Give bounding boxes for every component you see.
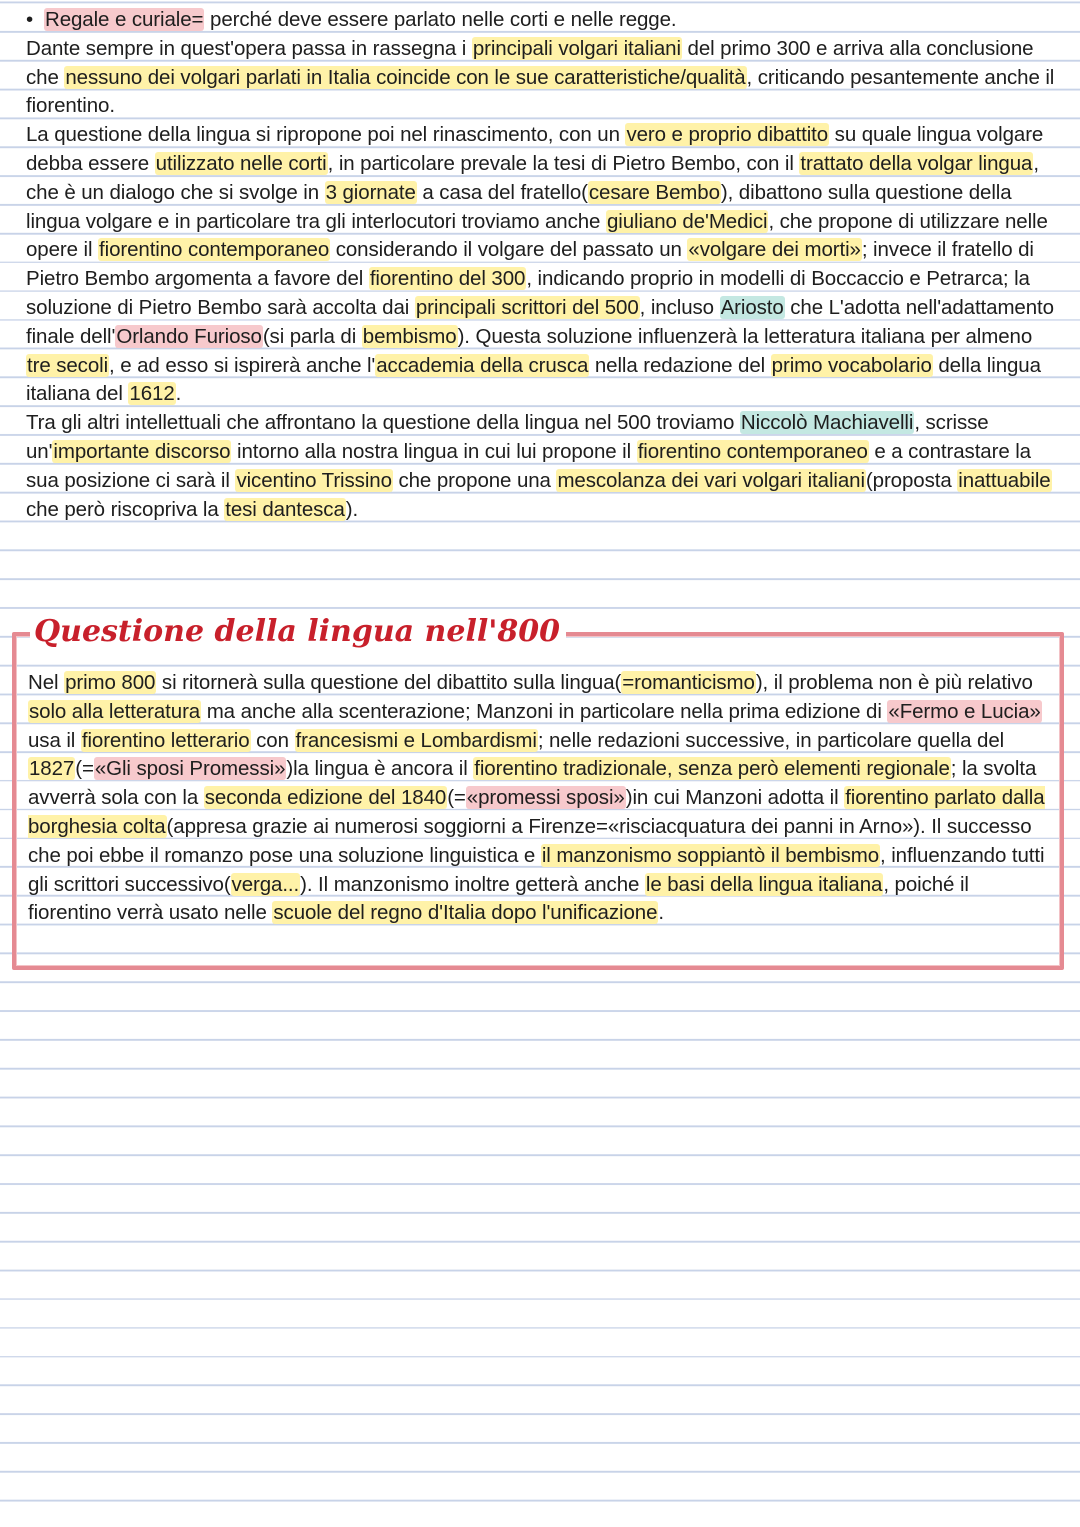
highlighted-text: seconda edizione del 1840 <box>204 786 447 810</box>
highlighted-text: importante discorso <box>53 439 231 463</box>
text-run: )la lingua è ancora il <box>286 757 474 781</box>
highlighted-text: fiorentino letterario <box>81 728 250 752</box>
text-run: che propone una <box>392 468 557 492</box>
highlighted-text: primo vocabolario <box>771 353 932 377</box>
text-run: , incluso <box>639 295 720 319</box>
highlighted-text: 1827 <box>29 757 75 781</box>
highlighted-text: vero e proprio dibattito <box>626 123 829 147</box>
text-run: su quale lingua volgare debba essere <box>26 123 1044 175</box>
highlighted-text: 1612 <box>129 382 175 406</box>
text-run: (si parla di <box>262 324 362 348</box>
highlighted-text: vicentino Trissino <box>236 468 392 492</box>
highlighted-text: mescolanza dei vari volgari italiani <box>557 468 865 492</box>
text-run: , criticando pesantemente anche il fiorentino. <box>26 65 1055 118</box>
highlighted-text: verga... <box>231 872 300 896</box>
paragraph-800 <box>28 669 1050 928</box>
text-run: a casa del fratello( <box>416 180 588 204</box>
bullet-point: • <box>26 8 34 31</box>
text-run: ; la svolta avverrà sola con la <box>28 757 1037 810</box>
text-run: , influenzando tutti gli scrittori successivo( <box>28 843 1045 896</box>
text-run: ), il problema non è più relativo <box>755 671 1033 694</box>
highlighted-text: Regale e curiale= <box>45 8 204 31</box>
highlighted-text: bembismo <box>362 324 457 348</box>
highlighted-text: principali volgari italiani <box>472 36 681 60</box>
highlighted-text: solo alla letteratura <box>29 699 201 723</box>
highlighted-text: fiorentino contemporaneo <box>637 439 868 463</box>
highlighted-text: nessuno dei volgari parlati in Italia coincide con le sue caratteristiche/qualità <box>65 65 746 89</box>
highlighted-text: fiorentino del 300 <box>369 267 526 291</box>
text-run: del primo 300 e arriva alla conclusione che <box>26 36 1034 89</box>
text-run: , scrisse un' <box>26 411 989 463</box>
text-run: )in cui Manzoni adotta il <box>625 786 845 810</box>
text-run: , in particolare prevale la tesi di Pietro Bembo, con il <box>327 151 800 175</box>
text-run: , che propone di utilizzare nelle opere il <box>26 209 1048 262</box>
text-run: nella redazione del <box>589 353 771 377</box>
text-run: ma anche alla scenterazione; Manzoni in particolare nella prima edizione di <box>201 699 888 723</box>
text-run: perché deve essere parlato nelle corti e nelle regge. <box>204 8 677 31</box>
highlighted-text: primo 800 <box>65 671 156 694</box>
highlighted-text: Orlando Furioso <box>116 324 262 348</box>
text-run: ; invece il fratello di Pietro Bembo argomenta a favore del <box>26 238 1034 291</box>
highlighted-text: trattato della volgar lingua <box>800 151 1033 175</box>
highlighted-text: francesismi e Lombardismi <box>295 728 537 752</box>
section-800-heading: Questione della lingua nell'800 <box>30 612 566 652</box>
section2-body <box>28 671 1045 924</box>
highlighted-text: accademia della crusca <box>376 353 589 377</box>
text-run: ; nelle redazioni successive, in particolare quella del <box>537 728 1005 752</box>
highlighted-text: le basi della lingua italiana <box>645 872 883 896</box>
text-run: Tra gli altri intellettuali che affrontano la questione della lingua nel 500 troviamo <box>26 411 740 435</box>
highlighted-text: 3 giornate <box>325 180 416 204</box>
highlighted-text: fiorentino contemporaneo <box>99 238 330 262</box>
text-run: usa il <box>28 728 81 752</box>
highlighted-text: tre secoli <box>27 353 109 377</box>
section1-body <box>26 8 1054 521</box>
highlighted-text: inattuabile <box>958 468 1051 492</box>
highlighted-text: «Gli sposi Promessi» <box>94 757 286 781</box>
highlighted-text: fiorentino tradizionale, senza però elementi regionale <box>474 757 950 781</box>
text-run: ). <box>345 497 359 521</box>
text-run: , che è un dialogo che si svolge in <box>26 151 1039 204</box>
text-run: ). Il manzonismo inoltre getterà anche <box>300 872 645 896</box>
highlighted-text: =romanticismo <box>622 671 755 694</box>
text-run: ). Questa soluzione influenzerà la letteratura italiana per almeno <box>457 324 1033 348</box>
text-run: . <box>658 901 664 925</box>
highlighted-text: giuliano de'Medici <box>606 209 768 233</box>
text-run: che però riscopriva la <box>26 497 225 521</box>
highlighted-text: il manzonismo soppiantò il bembismo <box>541 843 880 867</box>
text-run: La questione della lingua si ripropone poi nel rinascimento, con un <box>26 123 626 147</box>
text-run: della lingua italiana del <box>26 353 1041 406</box>
text-run: (appresa grazie ai numerosi soggiorni a Firenze=«risciacquatura dei panni in Arno»). Il successo che poi ebbe il romanzo pose una soluzione linguistica e <box>28 814 1032 867</box>
text-run: ), dibattono sulla questione della lingua volgare e in particolare tra gli interlocutori troviamo anche <box>26 180 1012 233</box>
highlighted-text: scuole del regno d'Italia dopo l'unificazione <box>273 901 658 925</box>
text-run: , poiché il fiorentino verrà usato nelle <box>28 872 969 925</box>
paragraph-renaissance <box>26 6 1056 524</box>
highlighted-text: «volgare dei morti» <box>688 238 861 262</box>
text-run: con <box>250 728 295 752</box>
text-run: che L'adotta nell'adattamento finale dell' <box>26 295 1054 348</box>
text-run: Nel <box>28 671 65 694</box>
text-run: . <box>175 382 182 406</box>
text-run: (= <box>75 757 94 781</box>
highlighted-text: «Fermo e Lucia» <box>888 699 1041 723</box>
text-run: e a contrastare la sua posizione ci sarà il <box>26 439 1031 492</box>
text-run: , indicando proprio in modelli di Boccaccio e Petrarca; la soluzione di Pietro Bembo sarà accolta dai <box>26 267 1030 319</box>
text-run: si ritornerà sulla questione del dibattito sulla lingua( <box>156 671 622 694</box>
text-run: , e ad esso si ispirerà anche l' <box>109 353 376 377</box>
text-run: considerando il volgare del passato un <box>330 238 688 262</box>
text-run: (proposta <box>865 468 958 492</box>
highlighted-text: cesare Bembo <box>588 180 720 204</box>
highlighted-text: tesi dantesca <box>225 497 345 521</box>
text-run: Dante sempre in quest'opera passa in rassegna i <box>26 36 472 60</box>
highlighted-text: Niccolò Machiavelli <box>740 411 914 435</box>
highlighted-text: «promessi sposi» <box>466 786 625 810</box>
highlighted-text: principali scrittori del 500 <box>415 295 639 319</box>
highlighted-text: utilizzato nelle corti <box>155 151 327 175</box>
text-run: intorno alla nostra lingua in cui lui propone il <box>231 439 637 463</box>
highlighted-text: fiorentino parlato dalla borghesia colta <box>28 786 1045 838</box>
text-run: (= <box>447 786 466 810</box>
highlighted-text: Ariosto <box>720 295 784 319</box>
